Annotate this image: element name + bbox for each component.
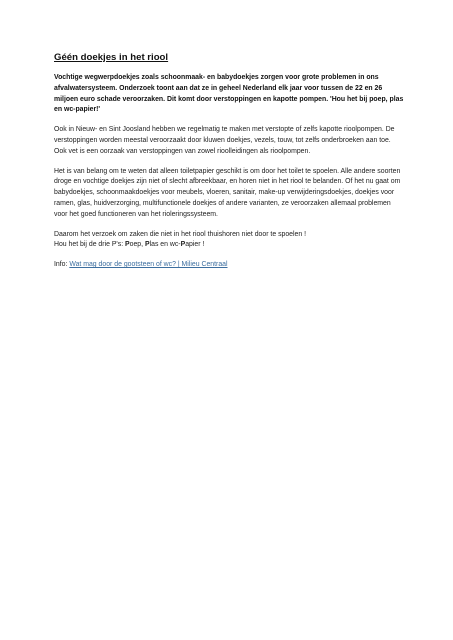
three-p-prefix: Hou het bij de drie P's: [54,241,126,249]
article-lead: Vochtige wegwerpdoekjes zoals schoonmaak- en babydoekjes zorgen voor grote problemen in ons afvalwatersysteem. Onderzoek toont aan dat ze in geheel Nederland elk jaar voor tussen de 22 en 26 miljoen euro schade veroorzaken. Dit komt door verstoppingen en kapotte pompen. 'Hou het bij poep, plas en wc-papier!' [54,74,404,114]
article-title: Géén doekjes in het riool [54,52,169,63]
closing-paragraph [54,230,404,252]
p-poep-initial: P [125,241,130,249]
p-poep-rest: oep, [129,241,145,249]
paragraph-toiletpapier: Het is van belang om te weten dat alleen toiletpapier geschikt is om door het toilet te spoelen. Alle andere soorten droge en vochtige doekjes zijn niet of slecht afbreekbaar, en horen niet in het riool te belanden. Of het nu gaat om babydoekjes, schoonmaakdoekjes voor meubels, vloeren, sanitair, make-up verwijderingsdoekjes, doekjes voor ramen, glas, huidverzorging, multifunctionele doekjes of andere varianten, ze veroorzaken allemaal problemen voor het goed functioneren van het rioleringssysteem. [54,167,401,218]
document-page [54,52,404,280]
p-plas-initial: P [144,241,150,249]
p-papier-initial: P [180,241,186,249]
closing-request: Daarom het verzoek om zaken die niet in het riool thuishoren niet door te spoelen ! [54,230,307,238]
info-line [54,260,404,271]
three-p-line [54,240,404,251]
milieu-centraal-link[interactable]: Wat mag door de gootsteen of wc? | Milieu Centraal [69,261,228,269]
p-papier-rest: apier ! [185,241,205,249]
info-label: Info: [54,261,70,269]
paragraph-rioolpompen: Ook in Nieuw- en Sint Joosland hebben we regelmatig te maken met verstopte of zelfs kapotte rioolpompen. De verstoppingen worden meestal veroorzaakt door kluwen doekjes, vezels, touw, tot zelfs onderbroeken aan toe. Ook vet is een oorzaak van verstoppingen van zowel rioolleidingen als rioolpompen. [54,126,395,155]
p-plas-rest: las en wc- [149,241,181,249]
